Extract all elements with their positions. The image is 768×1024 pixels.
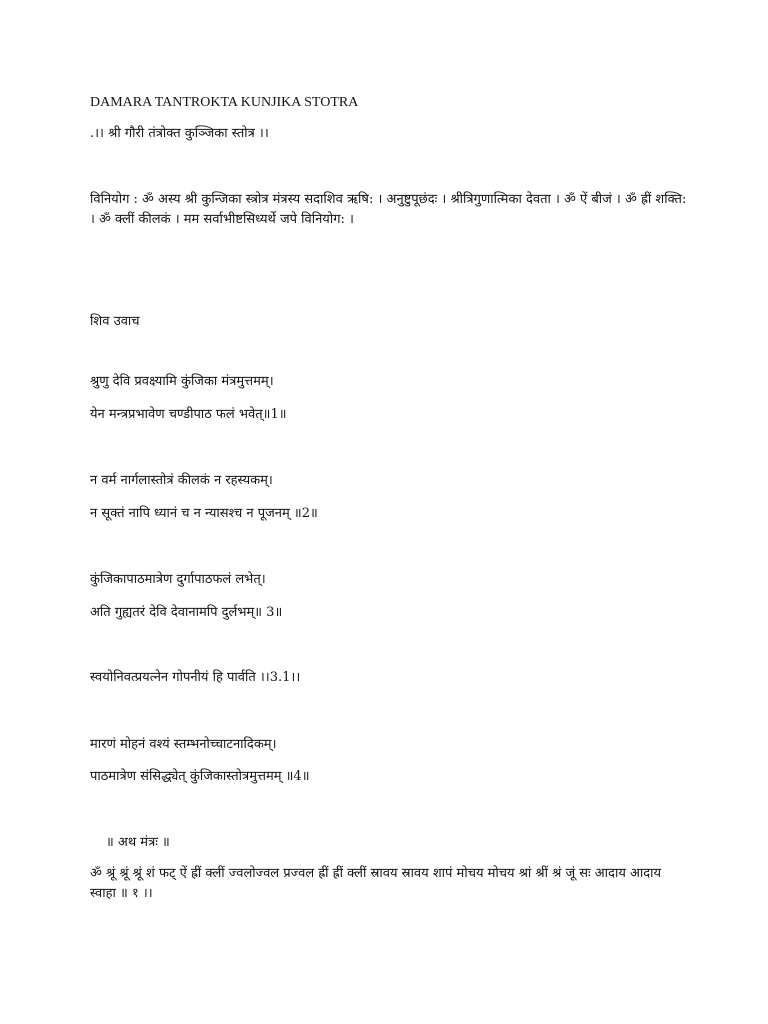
- verse-1-line-1: श्रुणु देवि प्रवक्ष्यामि कुंजिका मंत्रमुत्तमम्।: [90, 374, 274, 389]
- verse-2-line-2: न सूक्तं नापि ध्यानं च न न्यासश्च न पूजनम् ॥2॥: [90, 506, 318, 521]
- shiva-uvacha-heading: शिव उवाच: [90, 314, 140, 329]
- verse-4-line-1: मारणं मोहनं वश्यं स्तम्भनोच्चाटनादिकम्।: [90, 737, 277, 752]
- mantra-paragraph: ॐ श्रूं श्रूं श्रूं शं फट् ऐं ह्रीं क्लीं ज्वलोज्वल प्रज्वल ह्रीं ह्रीं क्लीं स्रावय स्रावय शापं मोचय मोचय श्रां श्रीं श्रं जूं सः आदाय आदाय स्वाहा ॥ १ ।।: [90, 866, 662, 901]
- verse-3-1: स्वयोनिवत्प्रयत्नेन गोपनीयं हि पार्वति ।।3.1।।: [90, 670, 301, 685]
- document-title: DAMARA TANTROKTA KUNJIKA STOTRA: [90, 95, 359, 110]
- viniyoga-paragraph: विनियोग : ॐ अस्य श्री कुन्जिका स्त्रोत्र मंत्रस्य सदाशिव ऋषि: । अनुष्टुपूछंदः । श्रीत्रिगुणात्मिका देवता । ॐ ऐं बीजं । ॐ ह्रीं शक्ति: । ॐ क्लीं कीलकं । मम सर्वाभीष्टसिध्यर्थे जपे विनियोग: ।: [90, 192, 687, 227]
- verse-2-line-1: न वर्म नार्गलास्तोत्रं कीलकं न रहस्यकम्।: [90, 473, 273, 488]
- verse-1-line-2: येन मन्त्रप्रभावेण चण्डीपाठ फलं भवेत्॥1॥: [90, 407, 287, 422]
- verse-4-line-2: पाठमात्रेण संसिद्ध्येत् कुंजिकास्तोत्रमुत्तमम् ॥4॥: [90, 769, 310, 784]
- verse-3-line-2: अति गुह्यतरं देवि देवानामपि दुर्लभम्॥ 3॥: [90, 605, 283, 620]
- atha-mantra-heading: ॥ अथ मंत्रः ॥: [106, 835, 170, 850]
- verse-3-line-1: कुंजिकापाठमात्रेण दुर्गापाठफलं लभेत्।: [90, 572, 266, 587]
- document-subtitle: .।। श्री गौरी तंत्रोक्त कुञ्जिका स्तोत्र ।।: [90, 126, 269, 141]
